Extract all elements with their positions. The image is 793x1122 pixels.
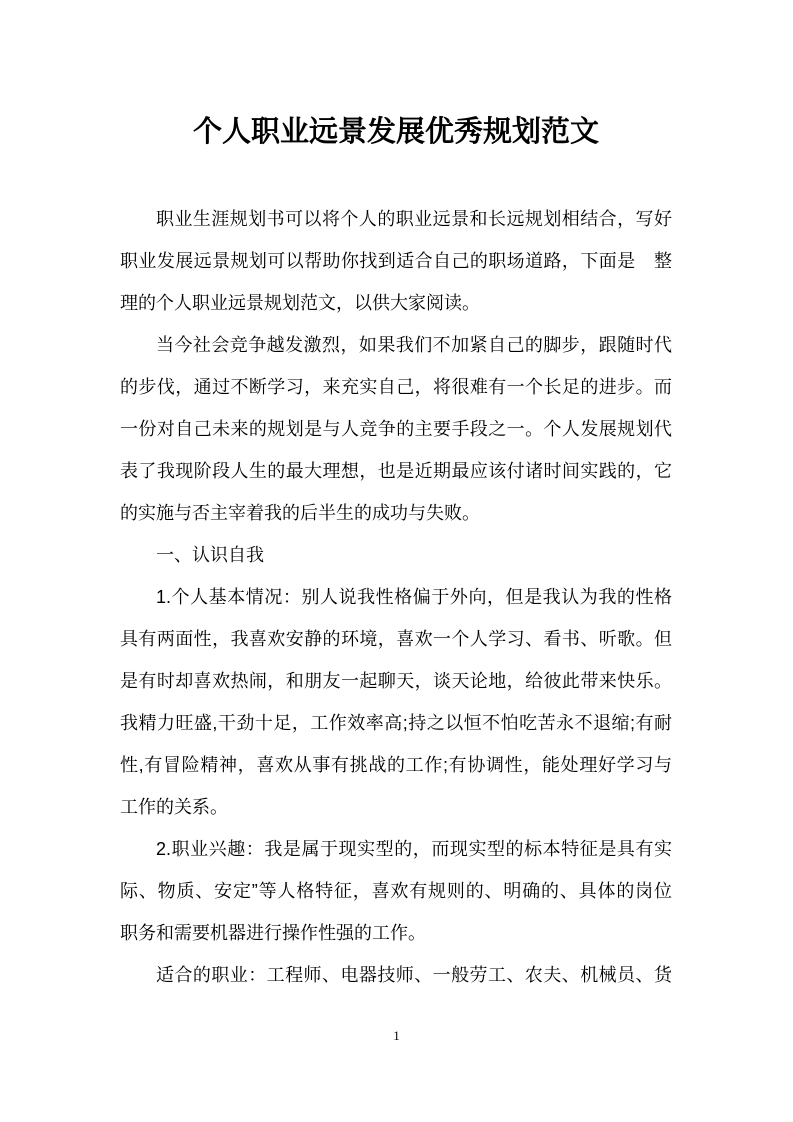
text-line: 性,有冒险精神，喜欢从事有挑战的工作;有协调性，能处理好学习与 bbox=[120, 755, 672, 775]
document-content bbox=[120, 108, 672, 996]
page-number: 1 bbox=[393, 1028, 400, 1043]
text-line: 适合的职业：工程师、电器技师、一般劳工、农夫、机械员、货 bbox=[156, 965, 672, 985]
text-line: 的实施与否主宰着我的后半生的成功与失败。 bbox=[120, 503, 480, 523]
text-line: 具有两面性，我喜欢安静的环境，喜欢一个人学习、看书、听歌。但 bbox=[120, 629, 672, 649]
text-line: 1.个人基本情况：别人说我性格偏于外向，但是我认为我的性格 bbox=[156, 587, 672, 607]
text-line: 职务和需要机器进行操作性强的工作。 bbox=[120, 923, 426, 943]
paragraph bbox=[120, 576, 672, 828]
paragraph bbox=[120, 828, 672, 954]
text-line: 的步伐，通过不断学习，来充实自己，将很难有一个长足的进步。而 bbox=[120, 377, 672, 397]
text-line: 我精力旺盛,干劲十足，工作效率高;持之以恒不怕吃苦永不退缩;有耐 bbox=[120, 713, 672, 733]
text-line: 一份对自己未来的规划是与人竞争的主要手段之一。个人发展规划代 bbox=[120, 419, 672, 439]
heading-line: 一、认识自我 bbox=[156, 545, 264, 565]
section-heading bbox=[120, 534, 672, 576]
document-title: 个人职业远景发展优秀规划范文 bbox=[192, 116, 599, 148]
text-line: 职业发展远景规划可以帮助你找到适合自己的职场道路，下面是 整 bbox=[120, 251, 672, 271]
text-line: 2.职业兴趣：我是属于现实型的，而现实型的标本特征是具有实 bbox=[156, 839, 672, 859]
text-line: 职业生涯规划书可以将个人的职业远景和长远规划相结合，写好 bbox=[156, 209, 672, 229]
paragraph bbox=[120, 954, 672, 996]
paragraph bbox=[120, 324, 672, 534]
text-line: 理的个人职业远景规划范文，以供大家阅读。 bbox=[120, 293, 480, 313]
text-line: 当今社会竞争越发激烈，如果我们不加紧自己的脚步，跟随时代 bbox=[156, 335, 672, 355]
paragraph bbox=[120, 198, 672, 324]
text-line: 表了我现阶段人生的最大理想，也是近期最应该付诸时间实践的，它 bbox=[120, 461, 672, 481]
text-line: 工作的关系。 bbox=[120, 797, 228, 817]
text-line: 是有时却喜欢热闹，和朋友一起聊天，谈天论地，给彼此带来快乐。 bbox=[120, 671, 672, 691]
text-line: 际、物质、安定”等人格特征，喜欢有规则的、明确的、具体的岗位 bbox=[120, 881, 672, 901]
